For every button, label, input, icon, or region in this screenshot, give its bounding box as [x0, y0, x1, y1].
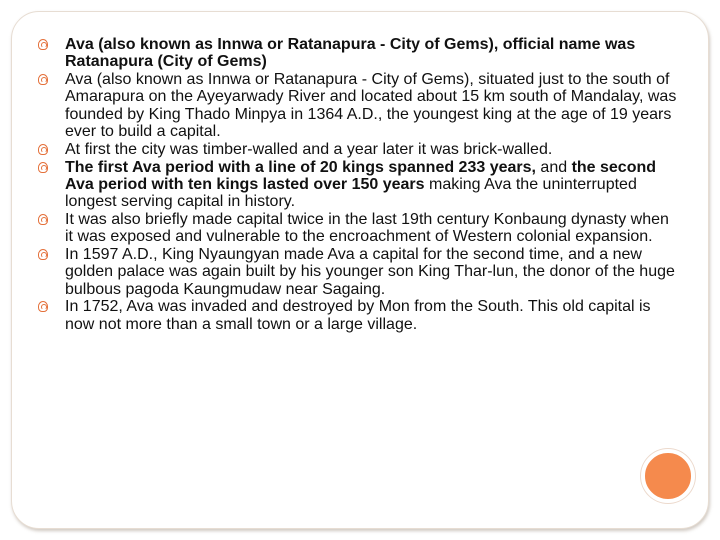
- bullet-text: and: [535, 158, 572, 176]
- bullet-text: At first the city was timber-walled and a year later it was brick-walled.: [65, 140, 553, 158]
- bullet-text-bold: The first Ava period with a line of 20 kings spanned 233 years,: [65, 158, 536, 176]
- orange-dot-icon: [641, 449, 695, 503]
- bullet-item: [38, 141, 678, 158]
- bullet-marker-icon: [38, 301, 48, 312]
- bullet-text: making Ava the uninterrupted longest serving capital in history.: [65, 175, 637, 211]
- bullet-list: [38, 36, 678, 333]
- bullet-marker-icon: [38, 249, 48, 260]
- bullet-item: [38, 298, 678, 333]
- bullet-marker-icon: [38, 144, 48, 155]
- bullet-item: [38, 246, 678, 298]
- bullet-text: In 1752, Ava was invaded and destroyed by Mon from the South. This old capital is now not more than a small town or a large village.: [65, 298, 651, 333]
- bullet-marker-icon: [38, 162, 48, 173]
- bullet-marker-icon: [38, 39, 48, 50]
- bullet-text: Ava (also known as Innwa or Ratanapura - City of Gems), situated just to the south of Amarapura on the Ayeyarwady River and located about 15 km south of Mandalay, was founded by King Thado Minpya in 1364 A.D., the youngest king at the age of 19 years ever to build a capital.: [65, 71, 677, 140]
- bullet-marker-icon: [38, 214, 48, 225]
- bullet-item: [38, 36, 678, 71]
- bullet-text: In 1597 A.D., King Nyaungyan made Ava a capital for the second time, and a new golden palace was again built by his younger son King Thar-lun, the donor of the huge bulbous pagoda Kaungmudaw near Sagaing.: [65, 246, 675, 298]
- bullet-item: [38, 211, 678, 246]
- bullet-text: It was also briefly made capital twice in the last 19th century Konbaung dynasty when it was exposed and vulnerable to the encroachment of Western colonial expansion.: [65, 210, 669, 246]
- bullet-item: [38, 159, 678, 211]
- bullet-item: [38, 71, 678, 140]
- bullet-marker-icon: [38, 74, 48, 85]
- bullet-text: Ava (also known as Innwa or Ratanapura - City of Gems), official name was Ratanapura (City of Gems): [65, 36, 636, 71]
- bullet-text-bold: the second Ava period with ten kings lasted over 150 years: [65, 158, 657, 193]
